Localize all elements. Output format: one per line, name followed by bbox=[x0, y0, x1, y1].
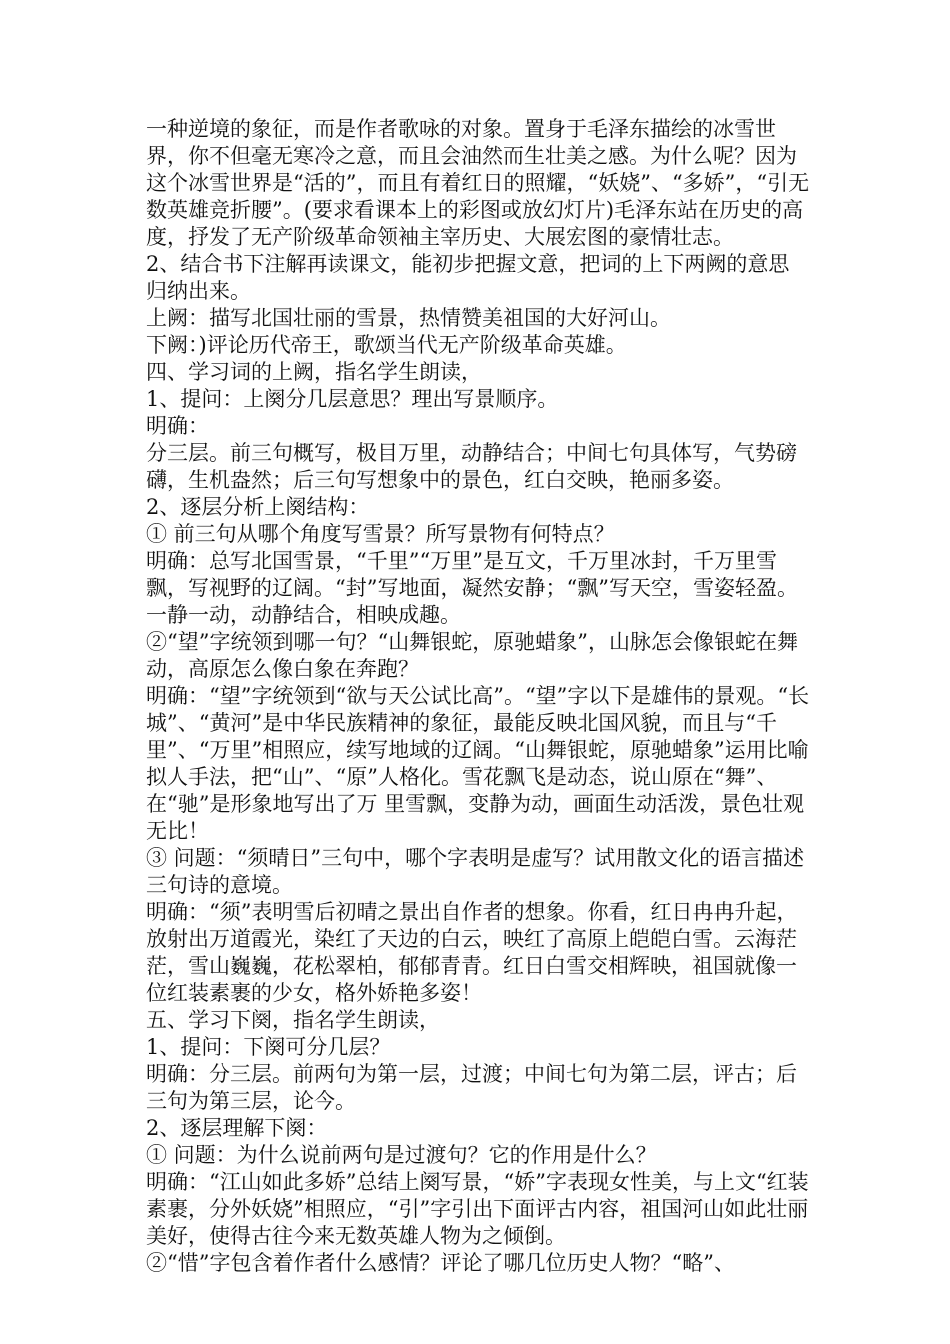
question-5-2-1: ① 问题：为什么说前两句是过渡句？它的作用是什么？ bbox=[146, 1143, 657, 1167]
question-5-1: 1、提问：下阕可分几层？ bbox=[146, 1035, 391, 1059]
document-page bbox=[146, 116, 810, 1277]
answer-4-2-3: 明确：“须”表明雪后初晴之景出自作者的想象。你看，红日冉冉升起，放射出万道霞光，染红了天边的白云，映红了高原上皑皑白雪。云海茫茫，雪山巍巍，花松翠柏，郁郁青青。红日白雪交相辉映，祖国就像一位红装素裹的少女，格外娇艳多姿！ bbox=[146, 900, 798, 1005]
question-5-2-2: ②“惜”字包含着作者什么感情？评论了哪几位历史人物？“略”、 bbox=[146, 1251, 735, 1275]
question-4-2-1: ① 前三句从哪个角度写雪景？所写景物有何特点？ bbox=[146, 522, 615, 546]
answer-4-2-2: 明确：“望”字统领到“欲与天公试比高”。“望”字以下是雄伟的景观。“长城”、“黄河”是中华民族精神的象征，最能反映北国风貌，而且与“千里”、“万里”相照应，续写地域的辽阔。“山舞银蛇，原驰蜡象”运用比喻拟人手法，把“山”、“原”人格化。雪花飘飞是动态，说山原在“舞”、在“驰”是形象地写出了万 里雪飘，变静为动，画面生动活泼，景色壮观无比！ bbox=[146, 684, 810, 843]
paragraph-step-2: 2、结合书下注解再读课文，能初步把握文意，把词的上下两阙的意思归纳出来。 bbox=[146, 252, 790, 303]
paragraph-intro-continuation: 一种逆境的象征，而是作者歌咏的对象。置身于毛泽东描绘的冰雪世界，你不但毫无寒冷之意，而且会油然而生壮美之感。为什么呢？因为这个冰雪世界是“活的”，而且有着红日的照耀，“妖娆”、“多娇”，“引无数英雄竞折腰”。(要求看课本上的彩图或放幻灯片)毛泽东站在历史的高度，抒发了无产阶级革命领袖主宰历史、大展宏图的豪情壮志。 bbox=[146, 117, 810, 249]
answer-5-1: 明确：分三层。前两句为第一层，过渡；中间七句为第二层，评古；后三句为第三层，论今。 bbox=[146, 1062, 797, 1113]
answer-4-2-1: 明确：总写北国雪景，“千里”“万里”是互文，千万里冰封，千万里雪飘，写视野的辽阔。“封”写地面，凝然安静；“飘”写天空，雪姿轻盈。一静一动，动静结合，相映成趣。 bbox=[146, 549, 798, 627]
paragraph-upper-stanza-summary: 上阙：描写北国壮丽的雪景，热情赞美祖国的大好河山。 bbox=[146, 306, 671, 330]
question-4-2-3: ③ 问题：“须晴日”三句中，哪个字表明是虚写？试用散文化的语言描述三句诗的意境。 bbox=[146, 846, 805, 897]
answer-label: 明确： bbox=[146, 414, 209, 438]
paragraph-lower-stanza-summary: 下阙：)评论历代帝王，歌颂当代无产阶级革命英雄。 bbox=[146, 333, 627, 357]
section-heading-4: 四、学习词的上阙，指名学生朗读， bbox=[146, 360, 482, 384]
section-heading-5: 五、学习下阕，指名学生朗读， bbox=[146, 1008, 440, 1032]
subheading-5-2: 2、逐层理解下阕： bbox=[146, 1116, 328, 1140]
question-4-1: 1、提问：上阕分几层意思？理出写景顺序。 bbox=[146, 387, 559, 411]
answer-5-2-1: 明确：“江山如此多娇”总结上阕写景，“娇”字表现女性美，与上文“红装素裹，分外妖娆”相照应，“引”字引出下面评古内容，祖国河山如此壮丽美好，使得古往今来无数英雄人物为之倾倒。 bbox=[146, 1170, 809, 1248]
answer-4-1: 分三层。前三句概写，极目万里，动静结合；中间七句具体写，气势磅礴，生机盎然；后三句写想象中的景色，红白交映，艳丽多姿。 bbox=[146, 441, 797, 492]
question-4-2-2: ②“望”字统领到哪一句？“山舞银蛇，原驰蜡象”，山脉怎会像银蛇在舞动，高原怎么像白象在奔跑？ bbox=[146, 630, 798, 681]
subheading-4-2: 2、逐层分析上阕结构： bbox=[146, 495, 370, 519]
